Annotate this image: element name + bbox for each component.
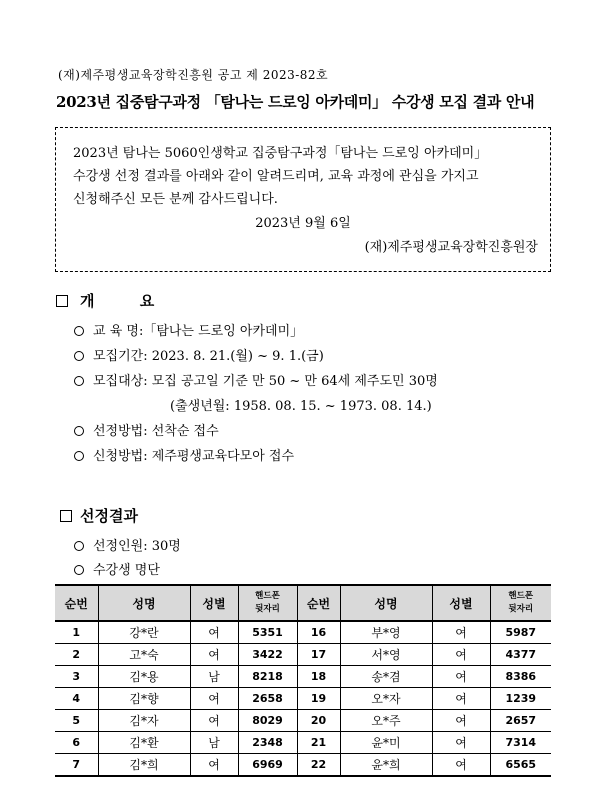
table-header-row [55, 585, 551, 621]
overview-item-text: 모집기간: 2023. 8. 21.(월) ~ 9. 1.(금) [93, 349, 324, 364]
row-name-cell: 윤*미 [340, 732, 432, 754]
row-gender-cell: 여 [432, 666, 490, 688]
row-name-cell: 김*용 [98, 666, 190, 688]
row-gender-cell: 여 [190, 621, 238, 644]
row-name-cell: 부*영 [340, 621, 432, 644]
row-no-cell: 21 [297, 732, 340, 754]
row-no-cell: 1 [55, 621, 98, 644]
greeting-line-2: 수강생 선정 결과를 아래와 같이 알려드리며, 교육 과정에 관심을 가지고 [73, 169, 479, 184]
overview-item [74, 420, 219, 439]
overview-item [74, 345, 324, 364]
row-gender-cell: 여 [432, 688, 490, 710]
row-no-cell: 4 [55, 688, 98, 710]
row-no-cell: 6 [55, 732, 98, 754]
row-no-cell: 20 [297, 710, 340, 732]
row-phone-cell: 3422 [238, 644, 297, 666]
row-gender-cell: 남 [190, 732, 238, 754]
row-no-cell: 5 [55, 710, 98, 732]
col-header-phone-text: 핸드폰 뒷자리 [255, 591, 280, 614]
row-phone-cell: 6565 [490, 754, 551, 777]
circle-bullet-icon [74, 376, 84, 386]
row-gender-cell: 남 [190, 666, 238, 688]
row-phone-cell: 8386 [490, 666, 551, 688]
row-phone-cell: 5987 [490, 621, 551, 644]
result-item [74, 535, 181, 554]
col-header-gender: 성별 [432, 585, 490, 621]
row-name-cell: 김*희 [98, 754, 190, 777]
row-no-cell: 22 [297, 754, 340, 777]
row-phone-cell: 4377 [490, 644, 551, 666]
row-no-cell: 17 [297, 644, 340, 666]
row-phone-cell: 2348 [238, 732, 297, 754]
col-header-name: 성명 [340, 585, 432, 621]
circle-bullet-icon [74, 451, 84, 461]
square-icon [60, 510, 72, 522]
row-name-cell: 오*주 [340, 710, 432, 732]
col-header-phone-text: 핸드폰 뒷자리 [508, 591, 534, 614]
col-header-phone [238, 585, 297, 621]
overview-item-text: 선정방법: 선착순 접수 [93, 424, 219, 439]
row-name-cell: 김*향 [98, 688, 190, 710]
result-heading-text: 선정결과 [80, 507, 138, 525]
row-phone-cell: 8029 [238, 710, 297, 732]
row-phone-cell: 6969 [238, 754, 297, 777]
circle-bullet-icon [74, 351, 84, 361]
greeting-line-3: 신청해주신 모든 분께 감사드립니다. [73, 192, 278, 207]
row-gender-cell: 여 [190, 710, 238, 732]
row-phone-cell: 1239 [490, 688, 551, 710]
row-name-cell: 김*환 [98, 732, 190, 754]
col-header-no: 순번 [297, 585, 340, 621]
result-item-text: 선정인원: 30명 [93, 539, 181, 554]
student-roster-table [55, 584, 551, 777]
overview-item-text: 교 육 명:「탐나는 드로잉 아카데미」 [93, 324, 304, 339]
row-phone-cell: 8218 [238, 666, 297, 688]
row-no-cell: 18 [297, 666, 340, 688]
col-header-phone [490, 585, 551, 621]
circle-bullet-icon [74, 565, 84, 575]
row-no-cell: 19 [297, 688, 340, 710]
row-phone-cell: 5351 [238, 621, 297, 644]
overview-item [74, 320, 303, 339]
row-phone-cell: 2657 [490, 710, 551, 732]
greeting-line-1: 2023년 탐나는 5060인생학교 집중탐구과정「탐나는 드로잉 아카데미」 [73, 146, 488, 161]
col-header-no: 순번 [55, 585, 98, 621]
row-no-cell: 7 [55, 754, 98, 777]
row-name-cell: 서*영 [340, 644, 432, 666]
row-gender-cell: 여 [190, 688, 238, 710]
notice-date: 2023년 9월 6일 [255, 216, 351, 231]
table-row [55, 754, 551, 777]
circle-bullet-icon [74, 426, 84, 436]
circle-bullet-icon [74, 326, 84, 336]
table-body [55, 621, 551, 776]
circle-bullet-icon [74, 541, 84, 551]
row-name-cell: 오*자 [340, 688, 432, 710]
row-name-cell: 송*겸 [340, 666, 432, 688]
row-gender-cell: 여 [432, 621, 490, 644]
overview-item-text: 신청방법: 제주평생교육다모아 접수 [93, 449, 295, 464]
row-name-cell: 고*숙 [98, 644, 190, 666]
table-row [55, 666, 551, 688]
row-no-cell: 3 [55, 666, 98, 688]
row-name-cell: 강*란 [98, 621, 190, 644]
overview-item [74, 370, 438, 389]
row-gender-cell: 여 [432, 644, 490, 666]
page-title: 2023년 집중탐구과정 「탐나는 드로잉 아카데미」 수강생 모집 결과 안내 [56, 93, 535, 111]
overview-item-text: 모집대상: 모집 공고일 기준 만 50 ~ 만 64세 제주도민 30명 [93, 374, 438, 389]
overview-item [74, 445, 294, 464]
signature: (재)제주평생교육장학진흥원장 [364, 240, 538, 255]
table-row [55, 732, 551, 754]
row-no-cell: 16 [297, 621, 340, 644]
result-item-text: 수강생 명단 [93, 563, 160, 578]
row-phone-cell: 7314 [490, 732, 551, 754]
col-header-name: 성명 [98, 585, 190, 621]
target-birth-note: (출생년월: 1958. 08. 15. ~ 1973. 08. 14.) [170, 399, 432, 414]
notice-number: (재)제주평생교육장학진흥원 공고 제 2023-82호 [58, 68, 329, 82]
table-row [55, 688, 551, 710]
row-phone-cell: 2658 [238, 688, 297, 710]
row-gender-cell: 여 [432, 732, 490, 754]
table-row [55, 710, 551, 732]
row-no-cell: 2 [55, 644, 98, 666]
col-header-gender: 성별 [190, 585, 238, 621]
row-gender-cell: 여 [432, 754, 490, 777]
row-gender-cell: 여 [432, 710, 490, 732]
square-icon [56, 295, 68, 307]
row-gender-cell: 여 [190, 754, 238, 777]
table-row [55, 644, 551, 666]
result-item [74, 559, 160, 578]
section-overview-heading [56, 290, 174, 311]
table-row [55, 621, 551, 644]
row-name-cell: 김*자 [98, 710, 190, 732]
overview-heading-text: 개 요 [80, 292, 175, 310]
section-result-heading [60, 505, 138, 526]
greeting-box [55, 127, 551, 272]
row-gender-cell: 여 [190, 644, 238, 666]
row-name-cell: 윤*희 [340, 754, 432, 777]
